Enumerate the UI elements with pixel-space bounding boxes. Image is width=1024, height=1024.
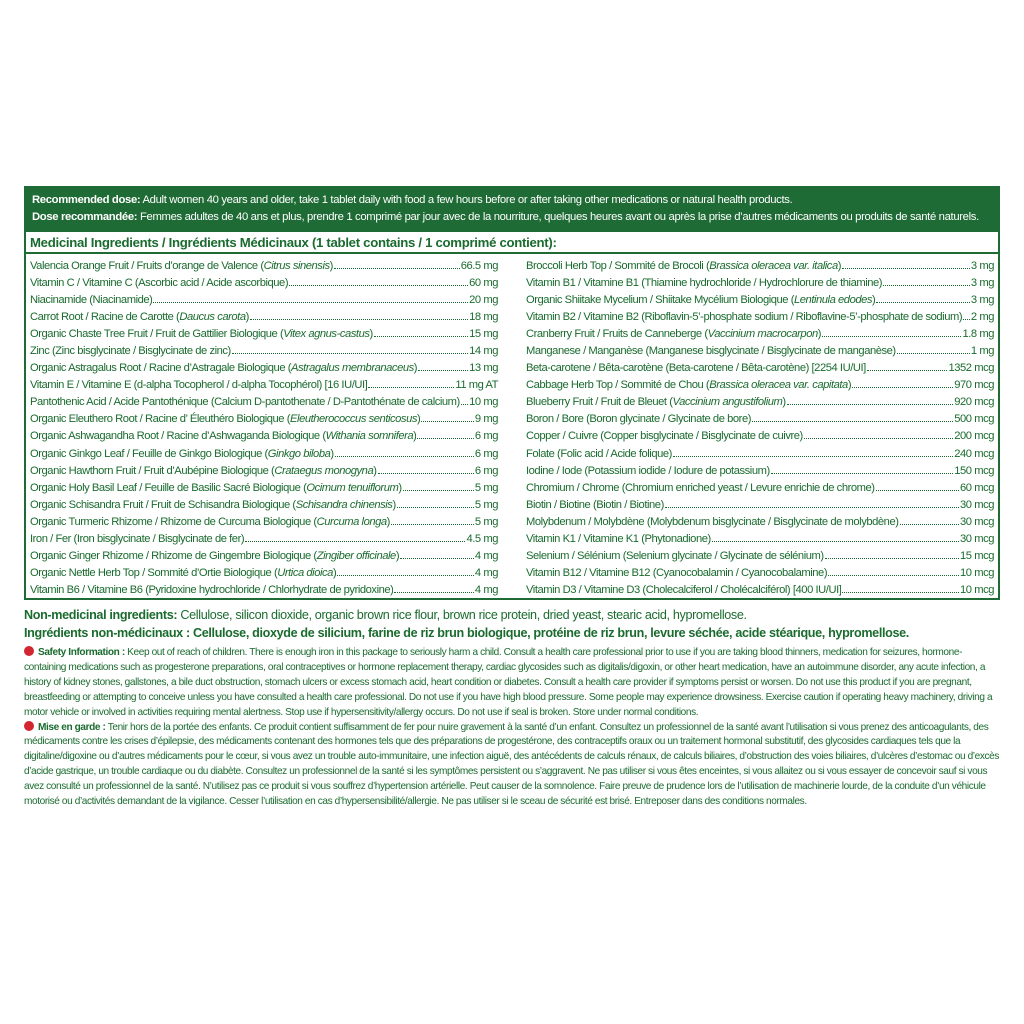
- leader-dots: [876, 490, 959, 491]
- ingredient-amount: 1352 mcg: [948, 362, 994, 375]
- ingredient-name: Pantothenic Acid / Acide Pantothénique (Calcium D-pantothenate / D-Pantothénate de calcium): [30, 396, 460, 409]
- ingredient-row: [526, 411, 994, 428]
- ingredient-row: [30, 292, 498, 309]
- ingredient-row: [30, 548, 498, 565]
- ingredients-table: [24, 254, 1000, 600]
- leader-dots: [771, 473, 954, 474]
- ingredient-amount: 30 mcg: [960, 498, 994, 511]
- leader-dots: [883, 285, 970, 286]
- ingredient-name: Vitamin E / Vitamine E (d-alpha Tocopherol / d-alpha Tocophérol) [16 IU/UI]: [30, 379, 368, 392]
- dose-fr-text: Femmes adultes de 40 ans et plus, prendre 1 comprimé par jour avec de la nourriture, quelques heures avant ou après la prise d’autres médicaments ou produits de santé naturels.: [137, 211, 979, 223]
- ingredient-name: Copper / Cuivre (Copper bisglycinate / Bisglycinate de cuivre): [526, 430, 803, 443]
- leader-dots: [842, 268, 970, 269]
- ingredient-row: [30, 258, 498, 275]
- leader-dots: [461, 404, 468, 405]
- ingredient-amount: 240 mcg: [954, 447, 994, 460]
- ingredient-name: Organic Ginkgo Leaf / Feuille de Ginkgo Biologique (Ginkgo biloba): [30, 447, 334, 460]
- ingredient-row: [30, 411, 498, 428]
- ingredient-name: Selenium / Sélénium (Selenium glycinate / Glycinate de sélénium): [526, 549, 824, 562]
- ingredient-amount: 3 mg: [970, 277, 994, 290]
- ingredient-name: Beta-carotene / Bêta-carotène (Beta-carotene / Bêta-carotène) [2254 IU/UI]: [526, 362, 866, 375]
- ingredient-amount: 5 mg: [474, 498, 498, 511]
- ingredient-name: Organic Ashwagandha Root / Racine d’Ashwaganda Biologique (Withania somnifera): [30, 430, 417, 443]
- leader-dots: [752, 421, 953, 422]
- red-bullet-icon: [24, 646, 34, 656]
- ingredient-row: [30, 565, 498, 582]
- ingredient-name: Vitamin D3 / Vitamine D3 (Cholecalciferol / Cholécalciférol) [400 IU/UI]: [526, 583, 842, 596]
- ingredient-row: [30, 326, 498, 343]
- ingredient-amount: 10 mcg: [960, 583, 994, 596]
- ingredient-name: Iodine / Iode (Potassium iodide / Iodure de potassium): [526, 464, 770, 477]
- ingredient-row: [526, 514, 994, 531]
- ingredient-name: Organic Nettle Herb Top / Sommité d’Ortie Biologique (Urtica dioica): [30, 566, 337, 579]
- ingredient-name: Cabbage Herb Top / Sommité de Chou (Brassica oleracea var. capitata): [526, 379, 852, 392]
- leader-dots: [335, 456, 474, 457]
- ingredient-name: Broccoli Herb Top / Sommité de Brocoli (Brassica oleracea var. italica): [526, 260, 842, 272]
- leader-dots: [897, 353, 970, 354]
- ingredient-amount: 3 mg: [970, 260, 994, 272]
- ingredient-row: [30, 463, 498, 480]
- ingredient-row: [526, 292, 994, 309]
- ingredient-amount: 20 mg: [469, 294, 498, 307]
- ingredient-amount: 14 mg: [469, 345, 498, 358]
- ingredient-name: Organic Ginger Rhizome / Rhizome de Gingembre Biologique (Zingiber officinale): [30, 549, 400, 562]
- leader-dots: [250, 319, 468, 320]
- ingredient-amount: 15 mcg: [960, 549, 994, 562]
- ingredient-row: [526, 463, 994, 480]
- leader-dots: [828, 575, 959, 576]
- ingredient-name: Chromium / Chrome (Chromium enriched yeast / Levure enrichie de chrome): [526, 481, 875, 494]
- leader-dots: [665, 507, 959, 508]
- dose-en-text: Adult women 40 years and older, take 1 tablet daily with food a few hours before or after taking other medications or natural health products.: [140, 194, 793, 206]
- ingredient-row: [30, 275, 498, 292]
- ingredient-amount: 5 mg: [474, 481, 498, 494]
- ingredient-name: Folate (Folic acid / Acide folique): [526, 447, 672, 460]
- ingredient-row: [526, 497, 994, 514]
- ingredient-row: [30, 497, 498, 514]
- ingredient-row: [30, 480, 498, 497]
- ingredient-name: Cranberry Fruit / Fruits de Canneberge (Vaccinium macrocarpon): [526, 328, 822, 341]
- ingredient-row: [526, 309, 994, 326]
- leader-dots: [232, 353, 468, 354]
- ingredient-name: Organic Turmeric Rhizome / Rhizome de Curcuma Biologique (Curcuma longa): [30, 515, 390, 528]
- leader-dots: [400, 558, 474, 559]
- ingredient-name: Molybdenum / Molybdène (Molybdenum bisglycinate / Bisglycinate de molybdène): [526, 515, 899, 528]
- ingredient-row: [526, 531, 994, 548]
- leader-dots: [334, 268, 460, 269]
- ingredients-column-left: [30, 258, 512, 598]
- leader-dots: [374, 336, 468, 337]
- ingredient-amount: 5 mg: [474, 515, 498, 528]
- safety-en: [24, 646, 1000, 721]
- ingredient-name: Vitamin B2 / Vitamine B2 (Riboflavin-5’-phosphate sodium / Riboflavine-5’-phosphate de sodium): [526, 311, 963, 324]
- ingredient-name: Organic Astragalus Root / Racine d’Astragale Biologique (Astragalus membranaceus): [30, 362, 418, 375]
- leader-dots: [417, 438, 473, 439]
- ingredient-name: Biotin / Biotine (Biotin / Biotine): [526, 498, 664, 511]
- ingredient-row: [30, 377, 498, 394]
- red-bullet-icon: [24, 721, 34, 731]
- ingredient-row: [30, 360, 498, 377]
- ingredient-name: Iron / Fer (Iron bisglycinate / Bisglycinate de fer): [30, 532, 245, 545]
- ingredient-amount: 66.5 mg: [460, 260, 498, 272]
- non-medicinal-en-text: Cellulose, silicon dioxide, organic brown rice flour, brown rice protein, dried yeast, stearic acid, hypromellose.: [177, 608, 747, 622]
- ingredient-amount: 6 mg: [474, 447, 498, 460]
- ingredient-amount: 500 mcg: [954, 413, 994, 426]
- ingredient-amount: 13 mg: [469, 362, 498, 375]
- ingredient-amount: 30 mcg: [960, 515, 994, 528]
- leader-dots: [842, 592, 959, 593]
- ingredient-name: Vitamin C / Vitamine C (Ascorbic acid / Acide ascorbique): [30, 277, 289, 290]
- safety-en-text: Keep out of reach of children. There is enough iron in this package to seriously harm a child. Consult a health care professional prior to use if you are taking blood thinners, medication for seizures, hormone-containing medications such as progesterone preparations, oral contraceptives or hormone replacement therapy, cardiac glycosides such as digitalis/digoxin, or other heart medication, have an autoimmune disorder, any acute infection, a history of kidney stones, gallstones, a bile duct obstruction, stomach ulcers or excess stomach acid, heart condition or diabetes. Consult a health care provider if symptoms persist or worsen. Do not use this product if you are pregnant, breastfeeding or attempting to conceive unless you have consulted a health care professional. Do not use if you have high blood pressure. Some people may experience drowsiness. Exercise caution if operating heavy machinery, driving a motor vehicle or involved in activities requiring mental alertness. Stop use if hypersensitivity/allergy occurs. Do not use if seal is broken. Store under normal conditions.: [24, 647, 993, 718]
- ingredient-name: Vitamin B6 / Vitamine B6 (Pyridoxine hydrochloride / Chlorhydrate de pyridoxine): [30, 583, 394, 596]
- ingredient-amount: 970 mcg: [954, 379, 994, 392]
- ingredient-row: [526, 565, 994, 582]
- ingredient-name: Carrot Root / Racine de Carotte (Daucus carota): [30, 311, 249, 324]
- leader-dots: [418, 370, 468, 371]
- leader-dots: [403, 490, 474, 491]
- leader-dots: [825, 558, 959, 559]
- ingredient-name: Organic Holy Basil Leaf / Feuille de Basilic Sacré Biologique (Ocimum tenuiflorum): [30, 481, 402, 494]
- leader-dots: [900, 524, 960, 525]
- recommended-dose-box: [24, 186, 1000, 232]
- ingredient-row: [30, 343, 498, 360]
- ingredient-row: [526, 343, 994, 360]
- ingredient-amount: 10 mg: [469, 396, 498, 409]
- safety-section: [24, 646, 1000, 810]
- safety-fr: [24, 721, 1000, 810]
- ingredient-amount: 200 mcg: [954, 430, 994, 443]
- leader-dots: [876, 302, 970, 303]
- ingredient-row: [526, 360, 994, 377]
- ingredient-name: Organic Schisandra Fruit / Fruit de Schisandra Biologique (Schisandra chinensis): [30, 498, 396, 511]
- ingredient-amount: 1 mg: [970, 345, 994, 358]
- non-medicinal-fr: [24, 624, 1000, 642]
- safety-fr-text: Tenir hors de la portée des enfants. Ce produit contient suffisamment de fer pour nuire gravement à la santé d’un enfant. Consultez un professionnel de la santé avant l’utilisation si vous prenez des anticoagulants, des médicaments contre les crises d’épilepsie, des médicaments contenant des hormones tels que des préparations de progestérone, des contraceptifs oraux ou un traitement hormonal substitutif, des glycosides cardiaques tels que la digitaline/digoxine ou d’autres médicaments pour le cœur, si vous avez un trouble auto-immunitaire, une infection aiguë, des antécédents de calculs rénaux, de calculs biliaires, d’obstruction des voies biliaires, d’ulcères d’estomac ou d’excès d’acide gastrique, un trouble cardiaque ou du diabète. Consultez un professionnel de la santé si les symptômes persistent ou s’aggravent. Ne pas utiliser si vous êtes enceintes, si vous allaitez ou si vous essayer de concevoir sauf si vous avez consulté un professionnel de la santé. N’utilisez pas ce produit si vous souffrez d’hypertension artérielle. Peut causer de la somnolence. Faire preuve de prudence lors de l’utilisation de machinerie lourde, de la conduite d’un véhicule motorisé ou d’activités demandant de la vigilance. Cesser l’utilisation en cas d’hypersensibilité/allergie. Ne pas utiliser si le sceau de sécurité est brisé. Entreposer dans des conditions normales.: [24, 721, 1000, 808]
- ingredient-name: Vitamin K1 / Vitamine K1 (Phytonadione): [526, 532, 711, 545]
- dose-en-label: Recommended dose:: [32, 194, 141, 206]
- ingredient-name: Vitamin B1 / Vitamine B1 (Thiamine hydrochloride / Hydrochlorure de thiamine): [526, 277, 883, 290]
- leader-dots: [867, 370, 948, 371]
- ingredient-row: [526, 480, 994, 497]
- leader-dots: [289, 285, 468, 286]
- ingredient-row: [526, 377, 994, 394]
- ingredients-column-right: [512, 258, 994, 598]
- non-medicinal-fr-label: Ingrédients non-médicinaux :: [24, 626, 190, 640]
- non-medicinal-fr-text: Cellulose, dioxyde de silicium, farine de riz brun biologique, protéine de riz brun, levure séchée, acide stéarique, hypromellose.: [189, 626, 909, 640]
- ingredient-name: Manganese / Manganèse (Manganese bisglycinate / Bisglycinate de manganèse): [526, 345, 896, 358]
- ingredient-row: [526, 548, 994, 565]
- ingredient-amount: 18 mg: [469, 311, 498, 324]
- leader-dots: [245, 541, 465, 542]
- ingredient-row: [526, 446, 994, 463]
- leader-dots: [394, 592, 473, 593]
- ingredient-row: [526, 582, 994, 599]
- ingredient-name: Boron / Bore (Boron glycinate / Glycinate de bore): [526, 413, 751, 426]
- ingredient-name: Valencia Orange Fruit / Fruits d’orange de Valence (Citrus sinensis): [30, 260, 333, 272]
- ingredient-amount: 15 mg: [469, 328, 498, 341]
- ingredient-amount: 6 mg: [474, 464, 498, 477]
- ingredient-amount: 4 mg: [474, 566, 498, 579]
- ingredient-name: Blueberry Fruit / Fruit de Bleuet (Vaccinium angustifolium): [526, 396, 786, 409]
- ingredient-row: [30, 582, 498, 599]
- ingredient-amount: 1.8 mg: [962, 328, 994, 341]
- ingredient-name: Organic Eleuthero Root / Racine d’ Éleuthéro Biologique (Eleutherococcus senticosus): [30, 413, 421, 426]
- ingredient-amount: 11 mg AT: [455, 379, 498, 392]
- ingredient-name: Vitamin B12 / Vitamine B12 (Cyanocobalamin / Cyanocobalamine): [526, 566, 828, 579]
- ingredient-name: Niacinamide (Niacinamide): [30, 294, 153, 307]
- ingredient-row: [30, 394, 498, 411]
- safety-en-label: Safety Information :: [38, 647, 125, 658]
- dose-fr-label: Dose recommandée:: [32, 211, 138, 223]
- leader-dots: [337, 575, 474, 576]
- ingredient-amount: 6 mg: [474, 430, 498, 443]
- ingredient-amount: 3 mg: [970, 294, 994, 307]
- leader-dots: [153, 302, 468, 303]
- ingredient-row: [30, 514, 498, 531]
- non-medicinal-en: [24, 606, 1000, 624]
- ingredient-name: Zinc (Zinc bisglycinate / Bisglycinate de zinc): [30, 345, 231, 358]
- leader-dots: [378, 473, 474, 474]
- ingredient-row: [526, 275, 994, 292]
- ingredient-row: [526, 326, 994, 343]
- ingredient-name: Organic Shiitake Mycelium / Shiitake Mycélium Biologique (Lentinula edodes): [526, 294, 876, 307]
- ingredient-row: [526, 258, 994, 275]
- ingredient-name: Organic Chaste Tree Fruit / Fruit de Gattilier Biologique (Vitex agnus-castus): [30, 328, 373, 341]
- ingredient-amount: 150 mcg: [954, 464, 994, 477]
- ingredient-row: [526, 394, 994, 411]
- ingredient-row: [526, 428, 994, 445]
- ingredient-amount: 4.5 mg: [466, 532, 498, 545]
- dose-fr: [32, 209, 992, 226]
- ingredient-amount: 9 mg: [474, 413, 498, 426]
- ingredient-row: [30, 446, 498, 463]
- dose-en: [32, 192, 992, 209]
- ingredient-row: [30, 531, 498, 548]
- ingredient-amount: 10 mcg: [960, 566, 994, 579]
- leader-dots: [822, 336, 961, 337]
- ingredient-row: [30, 309, 498, 326]
- leader-dots: [787, 404, 954, 405]
- ingredient-amount: 2 mg: [970, 311, 994, 324]
- leader-dots: [804, 438, 953, 439]
- leader-dots: [397, 507, 474, 508]
- ingredient-name: Organic Hawthorn Fruit / Fruit d’Aubépine Biologique (Crataegus monogyna): [30, 464, 377, 477]
- non-medicinal-en-label: Non-medicinal ingredients:: [24, 608, 178, 622]
- ingredient-amount: 60 mcg: [960, 481, 994, 494]
- leader-dots: [963, 319, 970, 320]
- leader-dots: [673, 456, 953, 457]
- leader-dots: [421, 421, 474, 422]
- leader-dots: [391, 524, 474, 525]
- supplement-label-panel: [24, 186, 1000, 810]
- ingredient-row: [30, 428, 498, 445]
- safety-fr-label: Mise en garde :: [38, 721, 106, 733]
- leader-dots: [852, 387, 953, 388]
- ingredient-amount: 60 mg: [469, 277, 498, 290]
- ingredient-amount: 920 mcg: [954, 396, 994, 409]
- ingredient-amount: 30 mcg: [960, 532, 994, 545]
- leader-dots: [368, 387, 454, 388]
- ingredient-amount: 4 mg: [474, 583, 498, 596]
- medicinal-ingredients-title: Medicinal Ingredients / Ingrédients Médicinaux (1 tablet contains / 1 comprimé contient):: [24, 232, 1000, 254]
- ingredient-amount: 4 mg: [474, 549, 498, 562]
- leader-dots: [712, 541, 959, 542]
